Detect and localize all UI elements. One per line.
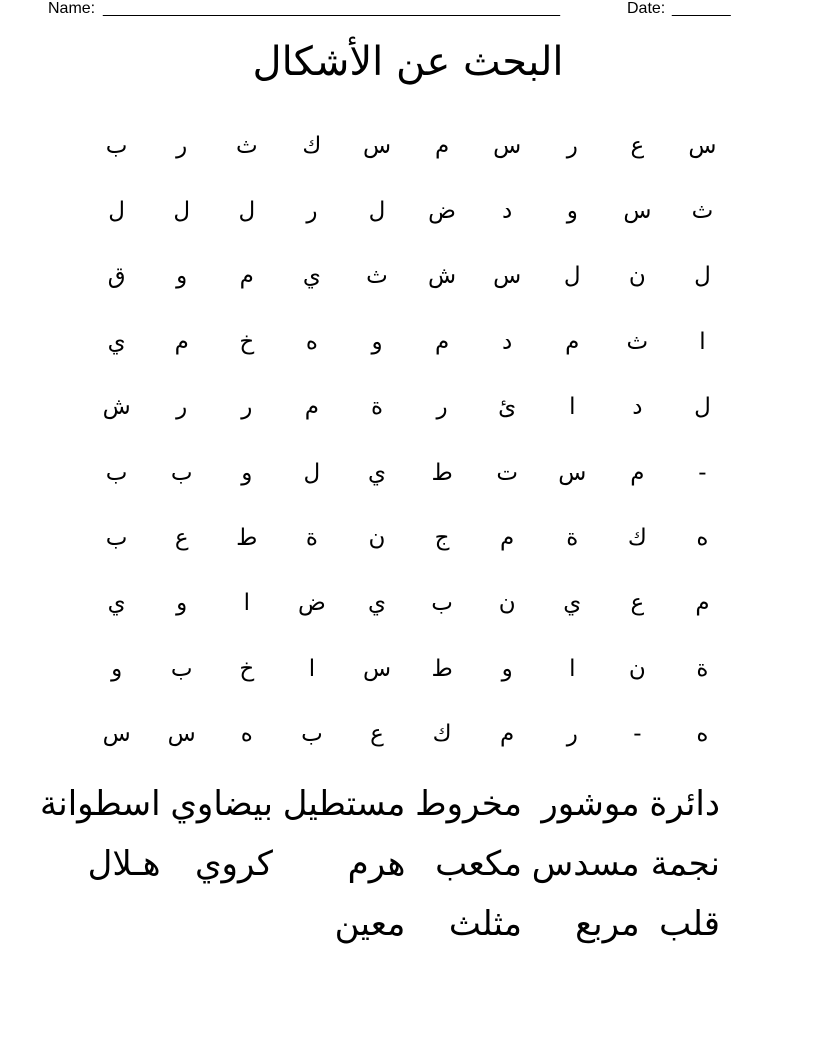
grid-cell[interactable]: ل <box>303 459 321 486</box>
grid-cell[interactable]: ي <box>107 590 126 617</box>
name-label: Name: <box>48 0 96 17</box>
word-list-item: مستطيل <box>282 784 406 824</box>
grid-cell[interactable]: خ <box>239 328 255 355</box>
grid-cell[interactable]: و <box>176 590 188 617</box>
grid-cell[interactable]: و <box>566 198 578 225</box>
word-list-item: موشور <box>541 784 640 824</box>
grid-cell[interactable]: ب <box>105 132 128 159</box>
word-list-item: معين <box>334 904 406 944</box>
grid-cell[interactable]: س <box>167 721 196 748</box>
grid-cell[interactable]: ر <box>566 721 578 748</box>
grid-cell[interactable]: م <box>174 328 189 355</box>
grid-cell[interactable]: س <box>362 655 392 682</box>
grid-cell[interactable]: ث <box>235 132 258 159</box>
grid-cell[interactable]: ي <box>367 459 386 486</box>
grid-cell[interactable]: ي <box>367 590 386 617</box>
grid-cell[interactable]: ع <box>630 132 645 159</box>
grid-cell[interactable]: ش <box>102 394 131 421</box>
grid-cell[interactable]: ة <box>696 655 709 682</box>
grid-cell[interactable]: ل <box>108 198 125 225</box>
grid-cell[interactable]: ا <box>569 655 576 682</box>
grid-cell[interactable]: و <box>176 263 188 290</box>
grid-cell[interactable]: ط <box>431 459 453 486</box>
grid-cell[interactable]: ئ <box>498 394 517 421</box>
word-list-item: مخروط <box>415 784 522 824</box>
word-list-item: دائرة <box>649 784 720 824</box>
grid-cell[interactable]: م <box>500 721 515 748</box>
grid-cell[interactable]: و <box>501 655 513 682</box>
grid-cell[interactable]: ت <box>496 459 518 486</box>
grid-cell[interactable]: س <box>362 132 392 159</box>
word-list-item: مسدس <box>531 844 640 884</box>
grid-cell[interactable]: و <box>111 655 123 682</box>
word-list-item: كروي <box>194 844 273 884</box>
grid-cell[interactable]: - <box>633 721 642 748</box>
header-line <box>0 0 816 20</box>
grid-cell[interactable]: ر <box>176 394 188 421</box>
grid-cell[interactable]: ا <box>569 394 576 421</box>
grid-cell[interactable]: ك <box>302 132 322 159</box>
grid-cell[interactable]: ي <box>563 590 582 617</box>
word-list <box>40 774 720 954</box>
date-field[interactable]: _______ <box>672 0 731 17</box>
grid-cell[interactable]: م <box>630 459 645 486</box>
grid-cell[interactable]: ن <box>628 655 646 682</box>
grid-cell[interactable]: ر <box>306 198 318 225</box>
grid-cell[interactable]: ث <box>691 198 714 225</box>
grid-cell[interactable]: ر <box>176 132 188 159</box>
grid-cell[interactable]: ر <box>436 394 448 421</box>
grid-cell[interactable]: ث <box>366 263 388 290</box>
grid-cell[interactable]: س <box>558 459 587 486</box>
grid-cell[interactable]: ب <box>170 459 193 486</box>
page-title: البحث عن الأشكال <box>252 39 564 85</box>
grid-cell[interactable]: ض <box>428 198 456 225</box>
grid-cell[interactable]: ن <box>498 590 516 617</box>
grid-cell[interactable]: ل <box>694 394 711 421</box>
grid-cell[interactable]: ن <box>368 525 386 552</box>
grid-cell[interactable]: س <box>688 132 717 159</box>
word-list-item: قلب <box>659 904 720 944</box>
grid-cell[interactable]: ر <box>241 394 253 421</box>
grid-cell[interactable]: ق <box>107 263 126 290</box>
date-label: Date: <box>627 0 666 17</box>
grid-cell[interactable]: ب <box>105 525 128 552</box>
grid-cell[interactable]: ه <box>305 328 318 355</box>
grid-cell[interactable]: ي <box>107 328 126 355</box>
grid-cell[interactable]: و <box>371 328 383 355</box>
grid-cell[interactable]: م <box>304 394 320 421</box>
grid-cell[interactable]: ل <box>238 198 256 225</box>
grid-cell[interactable]: م <box>239 263 254 290</box>
word-list-item: نجمة <box>650 844 720 884</box>
grid-cell[interactable]: ة <box>566 525 579 552</box>
name-field[interactable]: _______________________________________________________ <box>103 0 560 17</box>
grid-cell[interactable]: ط <box>236 525 258 552</box>
grid-cell[interactable]: ل <box>563 263 581 290</box>
grid-cell[interactable]: س <box>493 263 522 290</box>
grid-cell[interactable]: ا <box>308 655 316 682</box>
grid-cell[interactable]: س <box>102 721 131 748</box>
grid-cell[interactable]: ب <box>105 459 128 486</box>
grid-cell[interactable]: ك <box>627 525 647 552</box>
grid-cell[interactable]: ل <box>173 198 191 225</box>
grid-cell[interactable]: ه <box>696 525 709 552</box>
grid-cell[interactable]: ه <box>696 721 709 748</box>
grid-cell[interactable]: س <box>623 198 652 225</box>
grid-cell[interactable]: ك <box>432 721 452 748</box>
grid-cell[interactable]: م <box>695 590 710 617</box>
grid-cell[interactable]: ط <box>431 655 453 682</box>
grid-cell[interactable]: ه <box>240 721 253 748</box>
grid-cell[interactable]: - <box>698 459 707 486</box>
grid-cell[interactable]: د <box>502 198 513 225</box>
grid-cell[interactable]: ب <box>301 721 323 748</box>
grid-cell[interactable]: د <box>632 394 643 421</box>
grid-cell[interactable]: ا <box>243 590 250 617</box>
word-list-item: هـلال <box>87 844 161 884</box>
grid-cell[interactable]: ش <box>428 263 457 290</box>
grid-cell[interactable]: ن <box>628 263 646 290</box>
grid-cell[interactable]: د <box>502 328 513 355</box>
grid-cell[interactable]: م <box>500 525 515 552</box>
word-list-item: مكعب <box>435 844 522 884</box>
grid-cell[interactable]: ل <box>368 198 386 225</box>
grid-cell[interactable]: س <box>493 132 522 159</box>
word-list-item: بيضاوي <box>170 784 273 824</box>
grid-cell[interactable]: ب <box>170 655 193 682</box>
grid-cell[interactable]: ع <box>174 525 189 552</box>
grid-cell[interactable]: ض <box>297 590 326 617</box>
word-list-item: مثلث <box>448 904 522 944</box>
grid-cell[interactable]: ل <box>694 263 711 290</box>
grid-cell[interactable]: ة <box>370 394 384 421</box>
letter-grid <box>84 113 735 767</box>
grid-cell[interactable]: ر <box>566 132 578 159</box>
grid-cell[interactable]: ث <box>626 328 649 355</box>
grid-cell[interactable]: ا <box>699 328 706 355</box>
word-list-item: مربع <box>575 904 640 944</box>
grid-cell[interactable]: ب <box>431 590 453 617</box>
grid-cell[interactable]: ي <box>302 263 321 290</box>
grid-cell[interactable]: و <box>241 459 253 486</box>
grid-cell[interactable]: م <box>434 132 450 159</box>
grid-cell[interactable]: م <box>565 328 580 355</box>
grid-cell[interactable]: ع <box>630 590 645 617</box>
grid-cell[interactable]: ع <box>370 721 384 748</box>
word-list-item: اسطوانة <box>40 784 161 824</box>
grid-cell[interactable]: خ <box>239 655 255 682</box>
word-list-item: هرم <box>347 844 406 884</box>
grid-cell[interactable]: ج <box>434 525 450 552</box>
grid-cell[interactable]: ة <box>305 525 318 552</box>
grid-cell[interactable]: م <box>434 328 450 355</box>
